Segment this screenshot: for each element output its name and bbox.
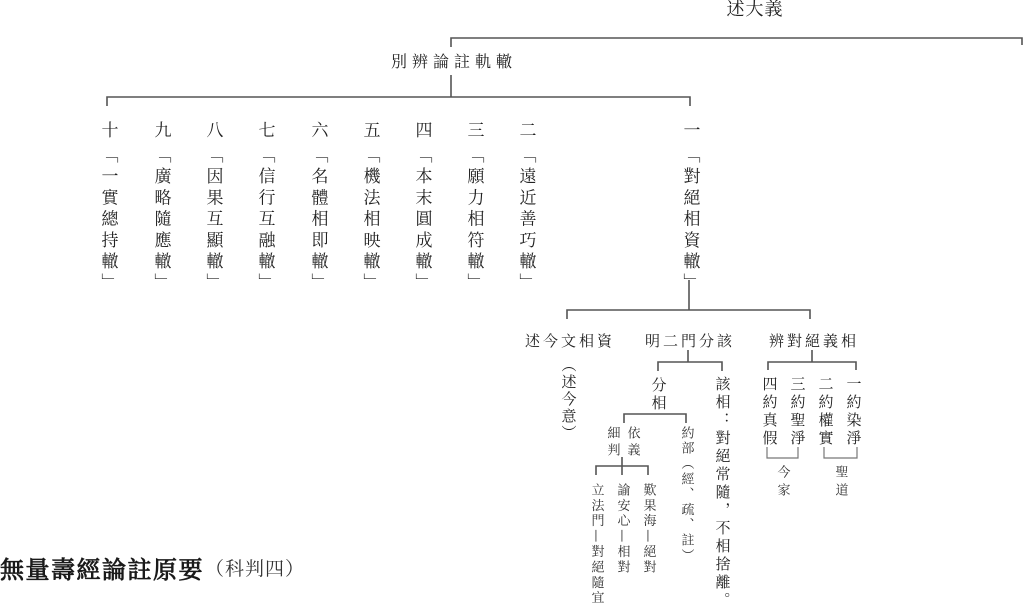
shu-jin-wen-node: 述今文相資 xyxy=(524,332,616,350)
bian-item-1: 一約染淨 xyxy=(844,376,863,448)
branch-9-number: 九 xyxy=(150,121,171,138)
yu-an-xin-item: 諭安心—相對 xyxy=(614,483,630,576)
branch-2-label: 「遠近善巧轍」 xyxy=(515,146,536,295)
gai-xiang-node: 該相：對絕常隨，不相捨離。 xyxy=(713,376,732,610)
branch-7-label: 「信行互融轍」 xyxy=(254,146,275,295)
yue-bu-node: 約部（經、疏、註） xyxy=(678,426,694,564)
li-fa-men-item: 立法門—對絕隨宜 xyxy=(588,483,604,607)
document-title: 無量壽經論註原要 xyxy=(0,556,204,584)
branch-1-label: 「對絕相資轍」 xyxy=(679,146,700,295)
bian-item-4: 四約真假 xyxy=(760,376,779,448)
root-node: 述大義 xyxy=(726,0,784,20)
branch-8-number: 八 xyxy=(202,121,223,138)
jin-jia-bracket xyxy=(767,447,798,458)
shu-jin-yi-note: （述今意） xyxy=(559,357,578,442)
branch-10-number: 十 xyxy=(97,121,118,138)
ming-er-men-node: 明二門分該 xyxy=(644,332,736,350)
yi-yi-node: 依義 xyxy=(624,426,640,460)
jin-jia-group-label: 今家 xyxy=(774,465,790,501)
xi-pan-node: 細判 xyxy=(604,426,620,460)
branch-5-label: 「機法相映轍」 xyxy=(359,146,380,295)
root-bracket xyxy=(451,38,1022,47)
branch-8-label: 「因果互顯轍」 xyxy=(202,146,223,295)
ming-er-men-bracket xyxy=(658,362,722,371)
branch-6-number: 六 xyxy=(307,121,328,138)
fen-xiang-node: 分相 xyxy=(649,377,668,413)
branches-bracket xyxy=(107,97,690,106)
branch-5-number: 五 xyxy=(359,121,380,138)
bian-item-2: 二約權實 xyxy=(816,376,835,448)
branch-one-bracket xyxy=(567,310,810,319)
document-subtitle: （科判四） xyxy=(205,558,306,580)
bian-item-3: 三約聖淨 xyxy=(788,376,807,448)
branch-4-label: 「本末圓成轍」 xyxy=(411,146,432,295)
branch-3-number: 三 xyxy=(463,121,484,138)
bian-dui-jue-bracket xyxy=(768,362,856,370)
level1-node: 別辨論註軌轍 xyxy=(390,52,518,71)
branch-7-number: 七 xyxy=(254,121,275,138)
branch-9-label: 「廣略隨應轍」 xyxy=(150,146,171,295)
sheng-dao-bracket xyxy=(824,447,857,458)
fen-xiang-bracket xyxy=(624,414,686,423)
branch-3-label: 「願力相符轍」 xyxy=(463,146,484,295)
sheng-dao-group-label: 聖道 xyxy=(832,465,848,501)
tan-guo-hai-item: 歎果海—絕對 xyxy=(640,483,656,576)
branch-6-label: 「名體相即轍」 xyxy=(307,146,328,295)
bian-dui-jue-node: 辨對絕義相 xyxy=(768,332,860,350)
branch-4-number: 四 xyxy=(411,121,432,138)
branch-10-label: 「一實總持轍」 xyxy=(97,146,118,295)
branch-2-number: 二 xyxy=(515,121,536,138)
branch-1-number: 一 xyxy=(679,121,700,138)
